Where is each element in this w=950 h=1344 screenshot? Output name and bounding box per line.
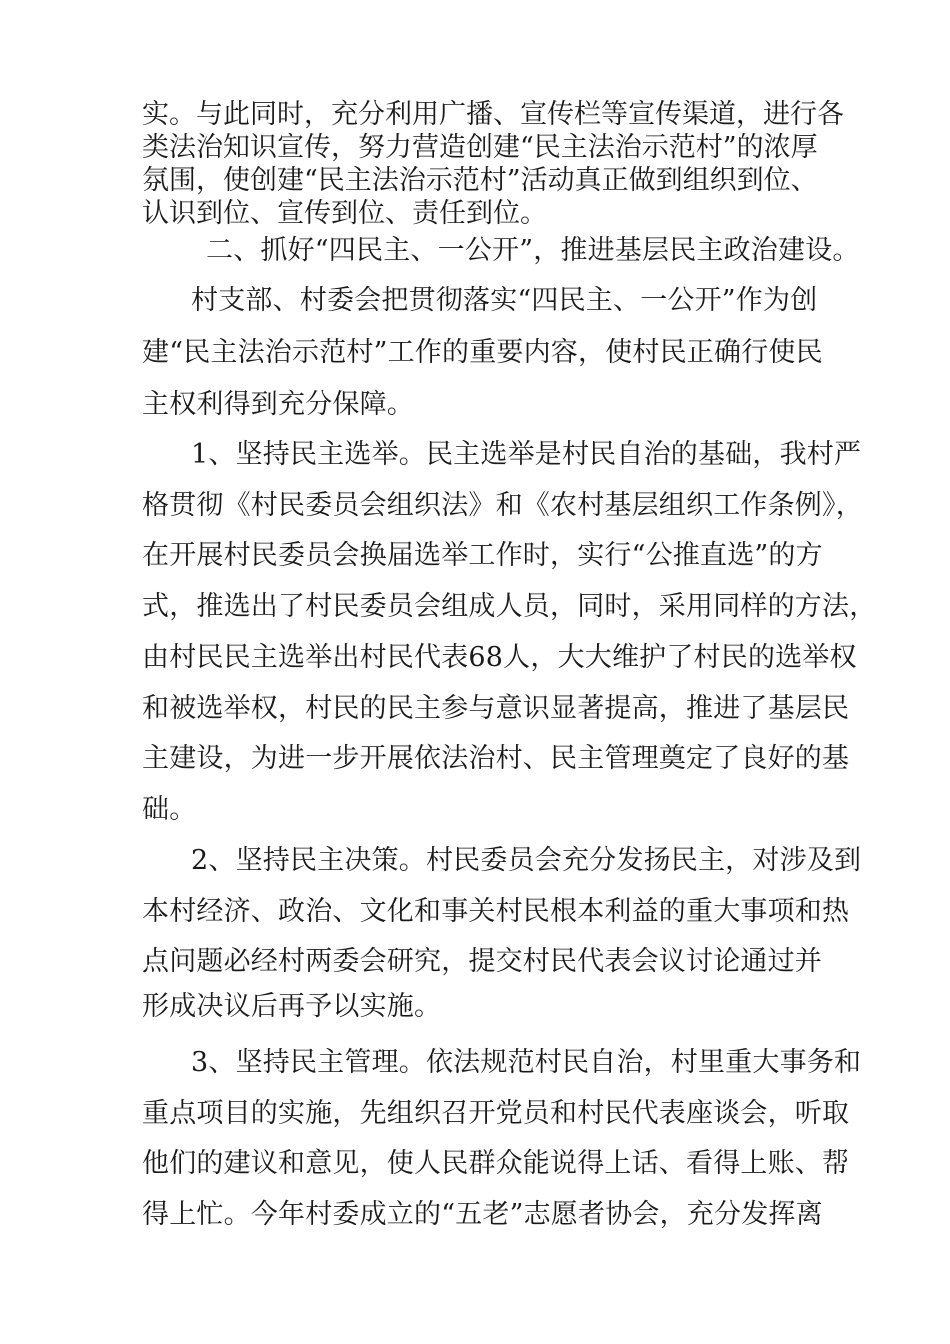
text-line: 认识到位、宣传到位、责任到位。 (142, 198, 547, 229)
paragraph-line: 建“民主法治示范村”工作的重要内容，使村民正确行使民 (142, 337, 823, 368)
text-line: 氛围，使创建“民主法治示范村”活动真正做到组织到位、 (142, 165, 818, 196)
paragraph-line: 他们的建议和意见，使人民群众能说得上话、看得上账、帮 (142, 1148, 850, 1179)
paragraph-line: 1、坚持民主选举。民主选举是村民自治的基础，我村严 (191, 439, 862, 470)
paragraph-line: 格贯彻《村民委员会组织法》和《农村基层组织工作条例》， (142, 490, 863, 521)
paragraph-line: 得上忙。今年村委成立的“五老”志愿者协会，充分发挥离 (142, 1199, 823, 1230)
paragraph-line: 式，推选出了村民委员会组成人员，同时，采用同样的方法， (142, 591, 877, 622)
paragraph-line: 重点项目的实施，先组织召开党员和村民代表座谈会，听取 (142, 1098, 850, 1129)
paragraph-line: 3、坚持民主管理。依法规范村民自治，村里重大事务和 (191, 1047, 862, 1078)
paragraph-line: 由村民民主选举出村民代表68人，大大维护了村民的选举权 (142, 642, 857, 673)
section-heading: 二、抓好“四民主、一公开”，推进基层民主政治建设。 (206, 235, 860, 266)
paragraph-line: 本村经济、政治、文化和事关村民根本利益的重大事项和热 (142, 896, 850, 927)
paragraph-line: 和被选举权，村民的民主参与意识显著提高，推进了基层民 (142, 693, 850, 724)
paragraph-line: 主权利得到充分保障。 (142, 389, 414, 420)
paragraph-line: 主建设，为进一步开展依法治村、民主管理奠定了良好的基 (142, 743, 850, 774)
paragraph-line: 在开展村民委员会换届选举工作时，实行“公推直选”的方 (142, 540, 823, 571)
text-line: 实。与此同时，充分利用广播、宣传栏等宣传渠道，进行各 (142, 99, 844, 130)
paragraph-line: 2、坚持民主决策。村民委员会充分发扬民主，对涉及到 (191, 845, 862, 876)
text-line: 类法治知识宣传，努力营造创建“民主法治示范村”的浓厚 (142, 132, 818, 163)
paragraph-line: 村支部、村委会把贯彻落实“四民主、一公开”作为创 (191, 285, 818, 316)
paragraph-line: 础。 (142, 794, 197, 825)
paragraph-line: 点问题必经村两委会研究，提交村民代表会议讨论通过并 (142, 946, 822, 977)
paragraph-line: 形成决议后再予以实施。 (142, 991, 442, 1022)
